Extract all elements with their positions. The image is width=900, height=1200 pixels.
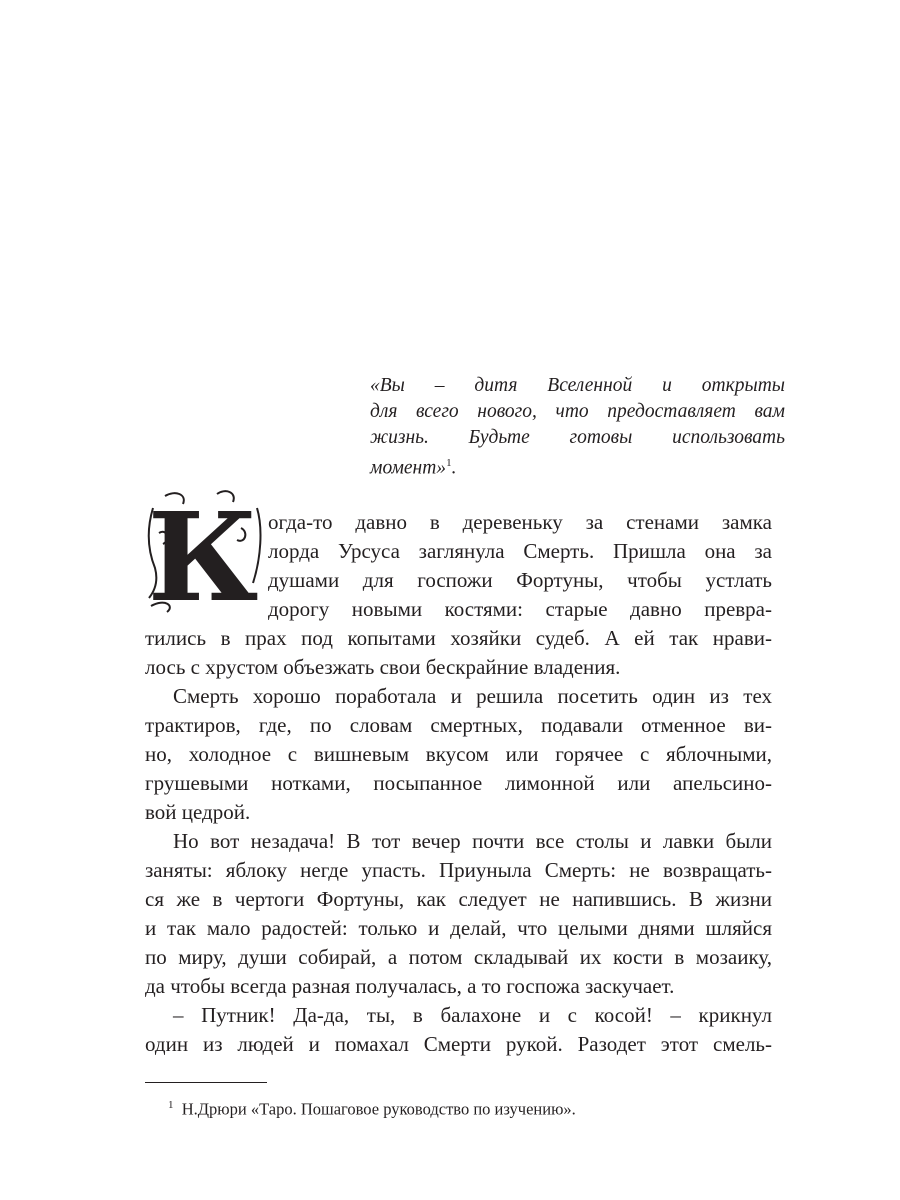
footnote-number: 1 [168, 1099, 174, 1111]
text-line: тились в прах под копытами хозяйки судеб. А ей так нрави- [145, 626, 772, 650]
text-line: дорогу новыми костями: старые давно превра- [268, 597, 772, 621]
epigraph-line: для всего нового, что предоставляет вам [370, 401, 785, 422]
footnote-ref: 1 [446, 457, 452, 469]
epigraph-line: «Вы – дитя Вселенной и открыты [370, 375, 785, 396]
text-line: да чтобы всегда разная получалась, а то госпожа заскучает. [145, 974, 675, 998]
text-line: один из людей и помахал Смерти рукой. Разодет этот смель- [145, 1032, 772, 1056]
epigraph-line-last [370, 450, 785, 479]
footnote-divider [145, 1082, 267, 1083]
footnote-text: Н.Дрюри «Таро. Пошаговое руководство по изучению». [181, 1099, 576, 1119]
text-line: ся же в чертоги Фортуны, как следует не напившись. В жизни [145, 887, 772, 911]
footnote [168, 1093, 576, 1122]
text-line: по миру, души собирай, а потом складывай их кости в мозаику, [145, 945, 772, 969]
epigraph-end: . [451, 457, 457, 479]
text-line: и так мало радостей: только и делай, что целыми днями шляйся [145, 916, 772, 940]
text-line: душами для госпожи Фортуны, чтобы устлать [268, 568, 772, 592]
text-line: лорда Урсуса заглянула Смерть. Пришла она за [268, 539, 772, 563]
epigraph-line: жизнь. Будьте готовы использовать [370, 427, 785, 448]
text-line: Но вот незадача! В тот вечер почти все столы и лавки были [173, 829, 772, 853]
drop-cap-letter: К [147, 488, 259, 613]
text-line: огда-то давно в деревеньку за стенами замка [268, 510, 772, 534]
text-line: грушевыми нотками, посыпанное лимонной или апельсино- [145, 771, 772, 795]
text-line: Смерть хорошо поработала и решила посетить один из тех [173, 684, 772, 708]
text-line: заняты: яблоку негде упасть. Приуныла Смерть: не возвращать- [145, 858, 772, 882]
text-line: лось с хрустом объезжать свои бескрайние владения. [145, 655, 621, 679]
epigraph-line: момент» [370, 457, 447, 479]
drop-cap-ornament [145, 488, 265, 613]
text-line: трактиров, где, по словам смертных, подавали отменное ви- [145, 713, 772, 737]
ornament-icon [145, 488, 265, 613]
text-line: но, холодное с вишневым вкусом или горячее с яблочными, [145, 742, 772, 766]
text-line: – Путник! Да-да, ты, в балахоне и с косой! – крикнул [173, 1003, 772, 1027]
text-line: вой цедрой. [145, 800, 251, 824]
